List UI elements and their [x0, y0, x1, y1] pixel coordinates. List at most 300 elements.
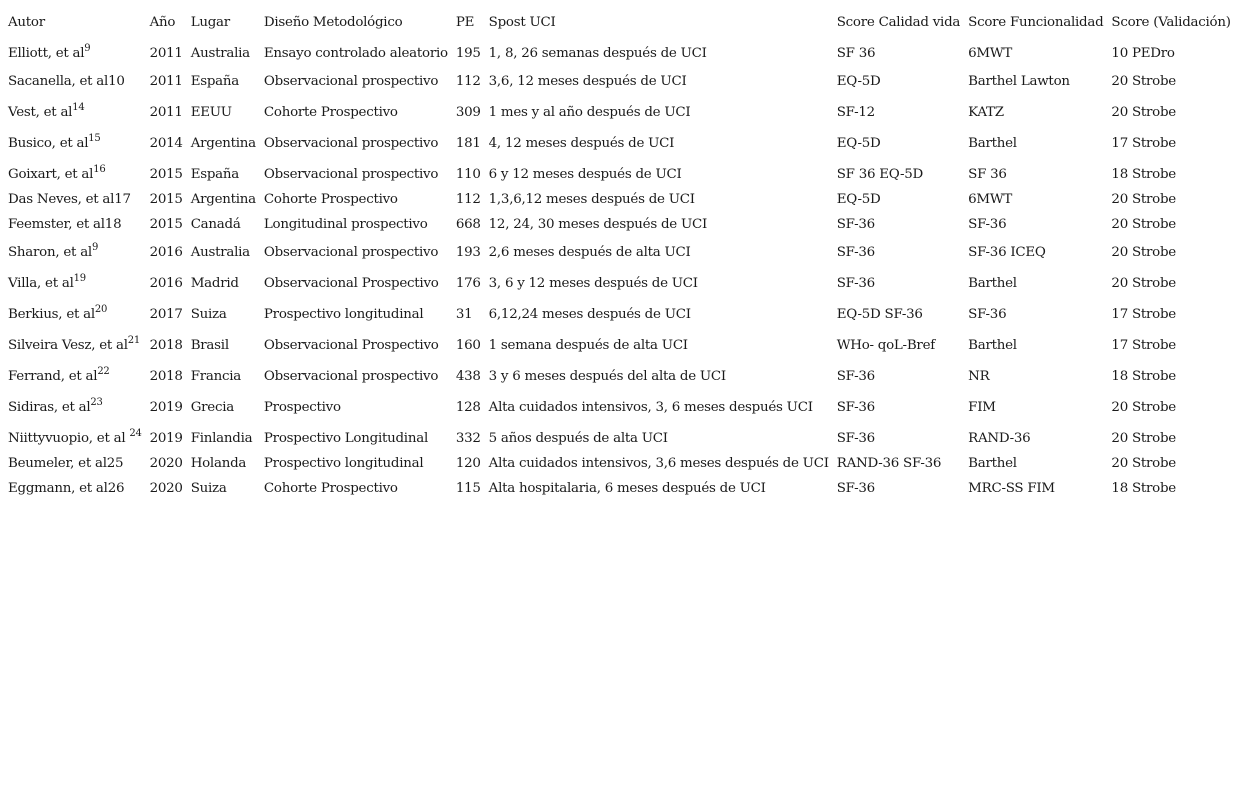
cell-anio-text: 2020 — [149, 481, 183, 496]
cell-diseno-text: Prospectivo longitudinal — [263, 307, 424, 322]
cell-lugar — [187, 232, 260, 260]
cell-lugar — [187, 260, 260, 291]
cell-validacion-text: 20 Strobe — [1111, 431, 1176, 446]
cell-funcionalidad — [964, 232, 1107, 260]
cell-funcionalidad — [964, 207, 1107, 232]
table-row — [4, 446, 1235, 471]
cell-pe — [452, 232, 485, 260]
cell-diseno-text: Observacional prospectivo — [263, 74, 439, 89]
cell-funcionalidad — [964, 291, 1107, 322]
cell-pe-text: 160 — [455, 338, 481, 353]
cell-anio-text: 2015 — [149, 167, 183, 182]
reference-superscript: 15 — [88, 132, 101, 144]
cell-autor — [4, 151, 146, 182]
cell-calidad-vida — [833, 30, 964, 61]
cell-anio-text: 2015 — [149, 217, 183, 232]
cell-autor-text: Elliott, et al — [8, 46, 85, 61]
cell-validacion — [1107, 30, 1234, 61]
cell-anio-text: 2018 — [149, 369, 183, 384]
cell-calidad-vida — [833, 415, 964, 446]
cell-funcionalidad — [964, 260, 1107, 291]
cell-calidad-vida-text: EQ-5D — [836, 192, 881, 207]
cell-pe — [452, 471, 485, 496]
cell-autor-text: Busico, et al — [8, 136, 89, 151]
reference-superscript: 22 — [97, 365, 110, 377]
header-row — [4, 6, 1235, 30]
cell-lugar — [187, 384, 260, 415]
cell-pe — [452, 182, 485, 207]
cell-anio — [146, 384, 187, 415]
cell-autor — [4, 322, 146, 353]
cell-calidad-vida — [833, 260, 964, 291]
cell-pe-text: 115 — [455, 481, 481, 496]
cell-diseno — [260, 182, 452, 207]
reference-superscript: 23 — [90, 396, 103, 408]
cell-lugar — [187, 446, 260, 471]
cell-validacion — [1107, 61, 1234, 89]
cell-spost — [485, 322, 833, 353]
cell-pe-text: 668 — [455, 217, 481, 232]
cell-calidad-vida-text: SF-12 — [836, 105, 875, 120]
cell-autor — [4, 384, 146, 415]
cell-lugar — [187, 151, 260, 182]
cell-spost-text: 12, 24, 30 meses después de UCI — [488, 217, 708, 232]
cell-anio — [146, 291, 187, 322]
cell-validacion — [1107, 322, 1234, 353]
cell-spost — [485, 353, 833, 384]
cell-spost-text: 3 y 6 meses después del alta de UCI — [488, 369, 726, 384]
reference-superscript: 20 — [94, 303, 108, 315]
cell-autor — [4, 30, 146, 61]
cell-funcionalidad — [964, 446, 1107, 471]
table-row — [4, 120, 1235, 151]
cell-validacion — [1107, 89, 1234, 120]
cell-diseno — [260, 353, 452, 384]
cell-diseno — [260, 471, 452, 496]
cell-lugar — [187, 207, 260, 232]
cell-spost-text: Alta cuidados intensivos, 3, 6 meses después UCI — [488, 400, 813, 415]
cell-funcionalidad-text: Barthel — [968, 456, 1017, 471]
cell-autor-text: Das Neves, et al17 — [8, 192, 131, 207]
cell-anio — [146, 120, 187, 151]
cell-diseno-text: Observacional prospectivo — [263, 245, 439, 260]
cell-calidad-vida-text: SF-36 — [836, 276, 875, 291]
cell-diseno-text: Observacional prospectivo — [263, 369, 439, 384]
cell-funcionalidad — [964, 471, 1107, 496]
table-row — [4, 61, 1235, 89]
cell-calidad-vida — [833, 120, 964, 151]
cell-anio-text: 2011 — [149, 74, 183, 89]
cell-spost — [485, 120, 833, 151]
header-autor: Autor — [8, 15, 45, 30]
cell-funcionalidad — [964, 353, 1107, 384]
cell-spost-text: 6,12,24 meses después de UCI — [488, 307, 691, 322]
cell-pe-text: 193 — [455, 245, 481, 260]
cell-calidad-vida — [833, 232, 964, 260]
cell-anio — [146, 232, 187, 260]
table-header — [4, 6, 1235, 30]
cell-autor — [4, 446, 146, 471]
cell-calidad-vida — [833, 207, 964, 232]
cell-pe — [452, 61, 485, 89]
header-validacion: Score (Validación) — [1111, 15, 1231, 30]
cell-spost-text: Alta cuidados intensivos, 3,6 meses después de UCI — [488, 456, 829, 471]
cell-funcionalidad-text: 6MWT — [968, 46, 1013, 61]
cell-funcionalidad-text: SF-36 — [968, 307, 1007, 322]
cell-validacion — [1107, 151, 1234, 182]
table-row — [4, 322, 1235, 353]
header-anio: Año — [149, 15, 176, 30]
cell-autor — [4, 61, 146, 89]
cell-funcionalidad-text: 6MWT — [968, 192, 1013, 207]
cell-funcionalidad — [964, 384, 1107, 415]
cell-diseno-text: Cohorte Prospectivo — [263, 192, 398, 207]
cell-autor-text: Villa, et al — [8, 276, 74, 291]
cell-diseno — [260, 151, 452, 182]
table-body — [4, 30, 1235, 496]
cell-validacion-text: 20 Strobe — [1111, 105, 1176, 120]
cell-spost — [485, 89, 833, 120]
cell-spost — [485, 260, 833, 291]
cell-diseno-text: Prospectivo — [263, 400, 341, 415]
table-row — [4, 182, 1235, 207]
cell-lugar-text: Argentina — [190, 136, 256, 151]
cell-lugar-text: Australia — [190, 245, 250, 260]
cell-pe — [452, 415, 485, 446]
reference-superscript: 19 — [73, 272, 86, 284]
cell-lugar-text: España — [190, 74, 239, 89]
cell-pe — [452, 260, 485, 291]
reference-superscript: 21 — [127, 334, 141, 346]
table-row — [4, 260, 1235, 291]
cell-anio — [146, 151, 187, 182]
cell-lugar-text: Suiza — [190, 481, 227, 496]
cell-diseno-text: Observacional Prospectivo — [263, 276, 439, 291]
cell-calidad-vida-text: SF-36 — [836, 245, 875, 260]
cell-anio-text: 2014 — [149, 136, 183, 151]
cell-pe-text: 112 — [455, 74, 481, 89]
cell-spost — [485, 207, 833, 232]
cell-calidad-vida — [833, 446, 964, 471]
cell-validacion-text: 20 Strobe — [1111, 276, 1176, 291]
cell-validacion — [1107, 120, 1234, 151]
cell-lugar — [187, 353, 260, 384]
cell-diseno — [260, 260, 452, 291]
cell-calidad-vida-text: SF 36 EQ-5D — [836, 167, 924, 182]
cell-lugar — [187, 322, 260, 353]
cell-validacion — [1107, 260, 1234, 291]
cell-anio-text: 2011 — [149, 105, 183, 120]
cell-pe-text: 31 — [455, 307, 473, 322]
cell-anio — [146, 182, 187, 207]
cell-lugar — [187, 89, 260, 120]
cell-anio — [146, 61, 187, 89]
cell-autor-text: Sacanella, et al10 — [8, 74, 125, 89]
cell-autor — [4, 353, 146, 384]
cell-lugar-text: Brasil — [190, 338, 229, 353]
cell-validacion — [1107, 353, 1234, 384]
cell-diseno-text: Observacional Prospectivo — [263, 338, 439, 353]
cell-lugar-text: España — [190, 167, 239, 182]
cell-lugar-text: Finlandia — [190, 431, 253, 446]
table-row — [4, 89, 1235, 120]
header-calidad-vida: Score Calidad vida — [836, 15, 961, 30]
cell-validacion-text: 20 Strobe — [1111, 192, 1176, 207]
cell-diseno-text: Prospectivo longitudinal — [263, 456, 424, 471]
cell-autor — [4, 291, 146, 322]
header-spost: Spost UCI — [488, 15, 556, 30]
cell-pe-text: 438 — [455, 369, 481, 384]
cell-autor-text: Goixart, et al — [8, 167, 94, 182]
cell-autor-text: Sidiras, et al — [8, 400, 91, 415]
cell-spost — [485, 30, 833, 61]
cell-calidad-vida-text: EQ-5D — [836, 74, 881, 89]
cell-pe — [452, 322, 485, 353]
cell-autor — [4, 415, 146, 446]
cell-autor-text: Ferrand, et al — [8, 369, 98, 384]
header-diseno: Diseño Metodológico — [263, 15, 403, 30]
cell-autor — [4, 120, 146, 151]
cell-autor-text: Berkius, et al — [8, 307, 95, 322]
cell-autor-text: Sharon, et al — [8, 245, 92, 260]
cell-diseno — [260, 291, 452, 322]
cell-anio-text: 2020 — [149, 456, 183, 471]
cell-lugar-text: EEUU — [190, 105, 232, 120]
cell-calidad-vida-text: SF 36 — [836, 46, 876, 61]
cell-anio — [146, 30, 187, 61]
cell-validacion-text: 20 Strobe — [1111, 74, 1176, 89]
header-lugar: Lugar — [190, 15, 230, 30]
cell-diseno — [260, 207, 452, 232]
cell-validacion-text: 20 Strobe — [1111, 245, 1176, 260]
cell-calidad-vida — [833, 182, 964, 207]
cell-diseno — [260, 384, 452, 415]
cell-funcionalidad — [964, 120, 1107, 151]
cell-spost-text: 3,6, 12 meses después de UCI — [488, 74, 687, 89]
cell-diseno — [260, 446, 452, 471]
cell-anio-text: 2016 — [149, 245, 183, 260]
cell-diseno — [260, 232, 452, 260]
cell-spost — [485, 471, 833, 496]
cell-autor-text: Eggmann, et al26 — [8, 481, 125, 496]
cell-lugar-text: Australia — [190, 46, 250, 61]
cell-spost-text: 3, 6 y 12 meses después de UCI — [488, 276, 698, 291]
table-row — [4, 232, 1235, 260]
reference-superscript: 24 — [129, 427, 142, 439]
cell-pe — [452, 207, 485, 232]
cell-lugar — [187, 120, 260, 151]
cell-calidad-vida — [833, 471, 964, 496]
cell-pe-text: 309 — [455, 105, 481, 120]
cell-anio-text: 2016 — [149, 276, 183, 291]
cell-spost-text: 5 años después de alta UCI — [488, 431, 668, 446]
cell-funcionalidad-text: NR — [968, 369, 990, 384]
cell-validacion — [1107, 446, 1234, 471]
cell-validacion-text: 20 Strobe — [1111, 400, 1176, 415]
cell-lugar-text: Grecia — [190, 400, 234, 415]
cell-validacion-text: 20 Strobe — [1111, 217, 1176, 232]
cell-autor-text: Vest, et al — [8, 105, 73, 120]
cell-funcionalidad — [964, 89, 1107, 120]
cell-validacion — [1107, 182, 1234, 207]
table-row — [4, 384, 1235, 415]
cell-pe — [452, 120, 485, 151]
header-pe: PE — [455, 15, 475, 30]
cell-autor — [4, 89, 146, 120]
cell-spost-text: 1,3,6,12 meses después de UCI — [488, 192, 695, 207]
cell-calidad-vida-text: EQ-5D SF-36 — [836, 307, 923, 322]
cell-validacion-text: 17 Strobe — [1111, 136, 1176, 151]
cell-validacion-text: 10 PEDro — [1111, 46, 1175, 61]
cell-diseno-text: Observacional prospectivo — [263, 136, 439, 151]
cell-pe-text: 120 — [455, 456, 481, 471]
cell-validacion — [1107, 384, 1234, 415]
cell-pe — [452, 353, 485, 384]
cell-validacion-text: 17 Strobe — [1111, 338, 1176, 353]
cell-lugar-text: Argentina — [190, 192, 256, 207]
cell-spost — [485, 415, 833, 446]
cell-anio — [146, 446, 187, 471]
cell-calidad-vida — [833, 353, 964, 384]
table-row — [4, 415, 1235, 446]
cell-validacion-text: 18 Strobe — [1111, 481, 1176, 496]
cell-funcionalidad-text: Barthel Lawton — [968, 74, 1070, 89]
cell-spost-text: 2,6 meses después de alta UCI — [488, 245, 691, 260]
cell-funcionalidad — [964, 182, 1107, 207]
cell-anio-text: 2019 — [149, 400, 183, 415]
cell-funcionalidad-text: Barthel — [968, 338, 1017, 353]
cell-funcionalidad-text: KATZ — [968, 105, 1004, 120]
cell-autor — [4, 260, 146, 291]
cell-spost-text: 1, 8, 26 semanas después de UCI — [488, 46, 707, 61]
cell-funcionalidad-text: Barthel — [968, 276, 1017, 291]
cell-pe — [452, 30, 485, 61]
cell-diseno-text: Longitudinal prospectivo — [263, 217, 428, 232]
table-row — [4, 291, 1235, 322]
cell-validacion — [1107, 415, 1234, 446]
cell-lugar — [187, 182, 260, 207]
cell-funcionalidad — [964, 30, 1107, 61]
cell-spost-text: 1 mes y al año después de UCI — [488, 105, 691, 120]
cell-pe-text: 195 — [455, 46, 481, 61]
table-row — [4, 30, 1235, 61]
table-row — [4, 151, 1235, 182]
cell-autor-text: Silveira Vesz, et al — [8, 338, 128, 353]
cell-calidad-vida — [833, 322, 964, 353]
cell-calidad-vida-text: RAND-36 SF-36 — [836, 456, 942, 471]
cell-diseno-text: Cohorte Prospectivo — [263, 105, 398, 120]
cell-autor-text: Feemster, et al18 — [8, 217, 122, 232]
cell-anio — [146, 471, 187, 496]
cell-autor-text: Beumeler, et al25 — [8, 456, 124, 471]
cell-calidad-vida-text: SF-36 — [836, 369, 875, 384]
cell-funcionalidad-text: SF-36 ICEQ — [968, 245, 1046, 260]
cell-funcionalidad — [964, 322, 1107, 353]
cell-anio — [146, 207, 187, 232]
cell-spost — [485, 151, 833, 182]
cell-funcionalidad-text: MRC-SS FIM — [968, 481, 1055, 496]
cell-diseno-text: Ensayo controlado aleatorio — [263, 46, 448, 61]
cell-spost — [485, 291, 833, 322]
cell-calidad-vida — [833, 384, 964, 415]
cell-lugar — [187, 61, 260, 89]
cell-spost-text: 6 y 12 meses después de UCI — [488, 167, 682, 182]
cell-funcionalidad — [964, 415, 1107, 446]
cell-pe-text: 110 — [455, 167, 481, 182]
cell-calidad-vida-text: EQ-5D — [836, 136, 881, 151]
table-row — [4, 207, 1235, 232]
cell-lugar — [187, 30, 260, 61]
cell-diseno — [260, 30, 452, 61]
cell-validacion — [1107, 471, 1234, 496]
cell-diseno-text: Observacional prospectivo — [263, 167, 439, 182]
cell-lugar-text: Francia — [190, 369, 242, 384]
cell-spost — [485, 384, 833, 415]
cell-autor — [4, 471, 146, 496]
cell-calidad-vida-text: SF-36 — [836, 481, 875, 496]
cell-spost-text: Alta hospitalaria, 6 meses después de UCI — [488, 481, 766, 496]
cell-diseno — [260, 322, 452, 353]
cell-autor — [4, 182, 146, 207]
cell-lugar-text: Holanda — [190, 456, 247, 471]
cell-diseno-text: Cohorte Prospectivo — [263, 481, 398, 496]
cell-pe — [452, 89, 485, 120]
cell-validacion — [1107, 291, 1234, 322]
cell-anio — [146, 89, 187, 120]
cell-spost-text: 1 semana después de alta UCI — [488, 338, 688, 353]
cell-anio — [146, 415, 187, 446]
cell-validacion-text: 18 Strobe — [1111, 167, 1176, 182]
cell-pe-text: 112 — [455, 192, 481, 207]
studies-table — [4, 6, 1235, 496]
cell-anio — [146, 260, 187, 291]
cell-calidad-vida-text: SF-36 — [836, 400, 875, 415]
cell-validacion-text: 17 Strobe — [1111, 307, 1176, 322]
cell-calidad-vida — [833, 291, 964, 322]
cell-calidad-vida — [833, 151, 964, 182]
cell-pe — [452, 384, 485, 415]
table-row — [4, 471, 1235, 496]
header-funcionalidad: Score Funcionalidad — [968, 15, 1104, 30]
cell-spost — [485, 182, 833, 207]
cell-pe-text: 128 — [455, 400, 481, 415]
cell-diseno-text: Prospectivo Longitudinal — [263, 431, 428, 446]
cell-lugar — [187, 415, 260, 446]
cell-lugar — [187, 291, 260, 322]
cell-calidad-vida-text: SF-36 — [836, 431, 875, 446]
cell-funcionalidad — [964, 61, 1107, 89]
cell-anio — [146, 353, 187, 384]
cell-validacion-text: 18 Strobe — [1111, 369, 1176, 384]
cell-anio-text: 2018 — [149, 338, 183, 353]
cell-anio-text: 2015 — [149, 192, 183, 207]
cell-diseno — [260, 120, 452, 151]
cell-anio-text: 2011 — [149, 46, 183, 61]
cell-diseno — [260, 61, 452, 89]
cell-spost — [485, 232, 833, 260]
cell-funcionalidad-text: RAND-36 — [968, 431, 1031, 446]
cell-funcionalidad-text: FIM — [968, 400, 996, 415]
cell-spost — [485, 446, 833, 471]
cell-spost — [485, 61, 833, 89]
cell-funcionalidad — [964, 151, 1107, 182]
cell-validacion — [1107, 232, 1234, 260]
cell-pe-text: 332 — [455, 431, 481, 446]
cell-autor — [4, 232, 146, 260]
reference-superscript: 9 — [84, 42, 91, 54]
cell-pe-text: 181 — [455, 136, 481, 151]
cell-lugar-text: Suiza — [190, 307, 227, 322]
